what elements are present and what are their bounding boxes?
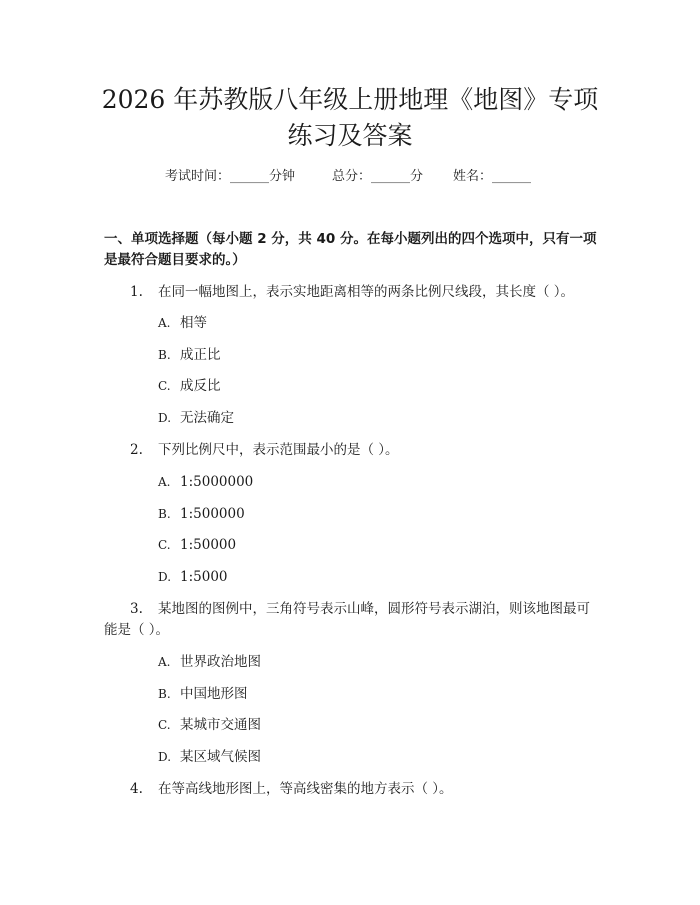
option-letter: B.	[158, 348, 171, 362]
document-title-line2: 练习及答案	[287, 121, 413, 150]
option-text: 成正比	[180, 347, 221, 363]
document-title-line1: 2026 年苏教版八年级上册地理《地图》专项	[101, 85, 599, 114]
option-letter: D.	[158, 411, 172, 425]
option-text: 1:5000000	[180, 474, 254, 490]
question-3-option-a	[158, 652, 261, 672]
option-text: 相等	[180, 315, 207, 331]
option-text: 成反比	[180, 378, 221, 394]
option-letter: A.	[158, 655, 171, 669]
question-1-option-b	[158, 345, 221, 365]
question-3-option-c	[158, 715, 261, 735]
option-letter: C.	[158, 718, 171, 732]
question-3-option-b	[158, 684, 248, 704]
question-stem: 下列比例尺中，表示范围最小的是（ ）。	[158, 442, 399, 458]
question-stem: 在等高线地形图上，等高线密集的地方表示（ ）。	[158, 781, 453, 797]
option-text: 某区域气候图	[180, 749, 261, 765]
option-letter: D.	[158, 570, 172, 584]
question-3-option-d	[158, 747, 261, 767]
question-2-option-d	[158, 567, 228, 587]
question-stem-line1: 某地图的图例中，三角符号表示山峰，圆形符号表示湖泊，则该地图最可	[158, 601, 590, 617]
question-number: 2.	[130, 442, 143, 458]
question-stem-line2: 能是（ ）。	[104, 622, 170, 638]
exam-time-field: 考试时间：______分钟	[165, 169, 296, 184]
question-1-option-a	[158, 313, 207, 333]
option-text: 1:50000	[180, 537, 237, 553]
option-letter: B.	[158, 687, 171, 701]
option-text: 某城市交通图	[180, 717, 261, 733]
question-2-option-a	[158, 472, 253, 492]
question-number: 3.	[130, 601, 143, 617]
option-text: 无法确定	[180, 410, 234, 426]
question-1-option-d	[158, 408, 234, 428]
question-stem: 在同一幅地图上，表示实地距离相等的两条比例尺线段，其长度（ ）。	[158, 284, 575, 300]
question-1-option-c	[158, 376, 221, 396]
option-letter: C.	[158, 538, 171, 552]
question-2-option-b	[158, 504, 245, 524]
section-heading-line2: 是最符合题目要求的。）	[104, 252, 246, 268]
option-letter: A.	[158, 475, 171, 489]
student-name-field: 姓名：______	[453, 169, 532, 184]
option-text: 中国地形图	[180, 686, 248, 702]
question-2-option-c	[158, 535, 236, 555]
question-number: 1.	[130, 284, 143, 300]
total-score-field: 总分：______分	[332, 169, 424, 184]
option-letter: A.	[158, 316, 171, 330]
option-text: 世界政治地图	[180, 654, 261, 670]
option-letter: D.	[158, 750, 172, 764]
option-text: 1:500000	[180, 506, 245, 522]
section-heading-line1: 一、单项选择题（每小题 2 分，共 40 分。在每小题列出的四个选项中，只有一项	[104, 231, 597, 247]
option-text: 1:5000	[180, 569, 228, 585]
option-letter: B.	[158, 507, 171, 521]
question-number: 4.	[130, 781, 143, 797]
option-letter: C.	[158, 379, 171, 393]
